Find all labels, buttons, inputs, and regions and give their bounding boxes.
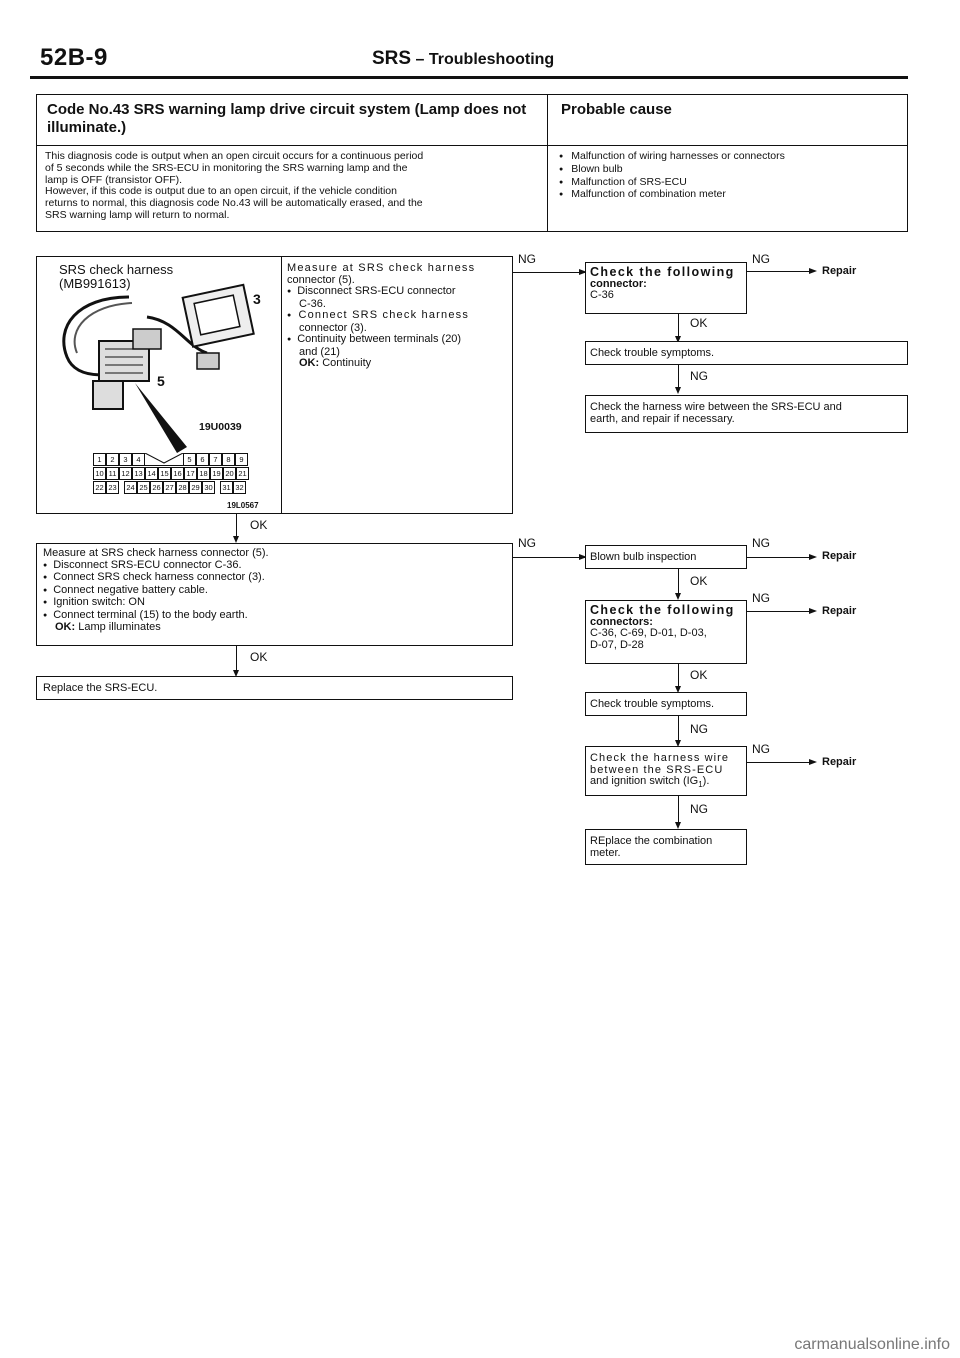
ok-label: OK	[250, 650, 268, 664]
code-title: Code No.43 SRS warning lamp drive circuit system (Lamp does not illuminate.)	[47, 101, 527, 136]
ng-label: NG	[752, 536, 770, 550]
ng-label: NG	[752, 252, 770, 266]
ng-label: NG	[690, 722, 708, 736]
pin-row-3: 22 23 24 25 26 27 28 29 30 31 32	[93, 481, 249, 494]
ng-label: NG	[518, 252, 536, 266]
harness-figure	[37, 257, 282, 513]
trouble-symptoms-box-2: Check trouble symptoms.	[585, 692, 747, 716]
ok-label: OK	[690, 316, 708, 330]
callout-3: 3	[253, 291, 261, 307]
ng-label: NG	[752, 742, 770, 756]
figure-id-1: 19U0039	[199, 421, 242, 433]
replace-meter-box: REplace the combination meter.	[585, 829, 747, 865]
replace-ecu-text: Replace the SRS-ECU.	[43, 682, 158, 694]
cause-item: ● Blown bulb	[559, 164, 785, 177]
cause-item: ● Malfunction of SRS-ECU	[559, 177, 785, 190]
harness-earth-box: Check the harness wire between the SRS-ECU and earth, and repair if necessary.	[585, 395, 908, 433]
repair-label: Repair	[822, 756, 857, 768]
trouble-symptoms-box: Check trouble symptoms.	[585, 341, 908, 365]
page-number: 52B-9	[40, 44, 108, 71]
ng-label: NG	[518, 536, 536, 550]
figure-id-2: 19L0567	[227, 501, 259, 510]
step1-text: Measure at SRS check harness connector (5). ● Disconnect SRS-ECU connector C-36. ● Connect SRS check harness connector (3). ● Continuity between terminals (20) and (21) OK: Continuity	[287, 263, 509, 370]
step2-text: Measure at SRS check harness connector (5). ● Disconnect SRS-ECU connector C-36. ● Connect SRS check harness connector (3). ● Connect negative battery cable. ● Ignition switch: ON ● Connect terminal (15) to the body earth. OK: Lamp illuminates	[43, 548, 503, 634]
ng-label: NG	[752, 591, 770, 605]
cause-item: ● Malfunction of wiring harnesses or connectors	[559, 151, 785, 164]
repair-label: Repair	[822, 605, 857, 617]
harness-ig-box: Check the harness wire between the SRS-ECU and ignition switch $(IG_1)$.	[585, 746, 747, 796]
repair-label: Repair	[822, 265, 857, 277]
blown-bulb-box: Blown bulb inspection	[585, 545, 747, 569]
step2-box	[36, 543, 513, 646]
step1-box	[36, 256, 513, 514]
page-title: SRS – Troubleshooting	[372, 48, 555, 69]
repair-label: Repair	[822, 550, 857, 562]
cause-item: ● Malfunction of combination meter	[559, 189, 785, 202]
header-rule	[30, 76, 908, 79]
check-connector-box: Check the following connector: C-36	[585, 262, 747, 314]
ok-label: OK	[690, 668, 708, 682]
ng-label: NG	[690, 369, 708, 383]
ng-label: NG	[690, 802, 708, 816]
pin-row-2: 10 11 12 13 14 15 16 17 18 19 20 21	[93, 467, 249, 480]
footer-watermark: carmanualsonline.info	[794, 1336, 950, 1353]
probable-cause-title: Probable cause	[561, 101, 672, 118]
diagnosis-table	[36, 94, 908, 232]
figure-title: SRS check harness (MB991613)	[59, 262, 174, 291]
probable-cause-list	[559, 151, 785, 202]
ok-label: OK	[690, 574, 708, 588]
ok-label: OK	[250, 518, 268, 532]
check-connectors-box: Check the following connectors: C-36, C-69, D-01, D-03, D-07, D-28	[585, 600, 747, 664]
step3-box	[36, 676, 513, 700]
connector-pin-grid	[93, 453, 249, 494]
callout-5: 5	[157, 373, 165, 389]
pin-row-1: 1 2 3 4 5 6 7 8 9	[93, 453, 249, 466]
code-description: This diagnosis code is output when an open circuit occurs for a continuous period of 5 seconds while the SRS-ECU in monitoring the SRS warning lamp and the lamp is OFF (transistor OFF). However, if this code is output due to an open circuit, if the vehicle condition returns to normal, this diagnosis code No.43 will be automatically erased, and the SRS warning lamp will return to normal.	[45, 150, 424, 221]
